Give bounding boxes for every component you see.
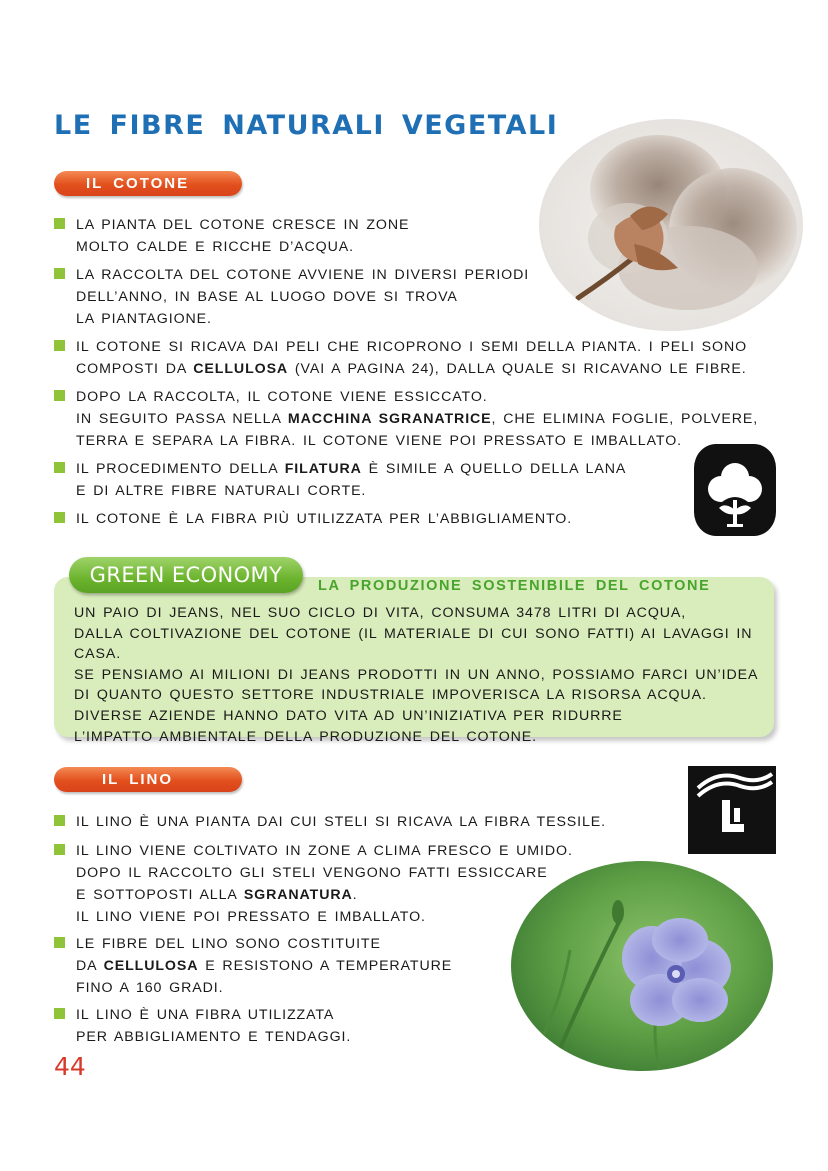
list-item: IL LINO È UNA FIBRA UTILIZZATA PER ABBIGLIAMENTO E TENDAGGI. bbox=[54, 1004, 351, 1048]
page-title: LE FIBRE NATURALI VEGETALI bbox=[54, 110, 559, 141]
list-item: DOPO LA RACCOLTA, IL COTONE VIENE ESSICCATO. IN SEGUITO PASSA NELLA MACCHINA SGRANATRICE, CHE ELIMINA FOGLIE, POLVERE, TERRA E SEPARA LA FIBRA. IL COTONE VIENE POI PRESSATO E IMBALLATO. bbox=[54, 386, 758, 452]
section-linen-label: IL LINO bbox=[54, 767, 242, 792]
list-item: IL LINO È UNA PIANTA DAI CUI STELI SI RICAVA LA FIBRA TESSILE. bbox=[54, 811, 606, 833]
bullet-square-icon bbox=[54, 268, 65, 279]
green-economy-label: GREEN ECONOMY bbox=[69, 557, 303, 593]
bullet-square-icon bbox=[54, 218, 65, 229]
linen-symbol-icon bbox=[688, 766, 776, 854]
page-number: 44 bbox=[54, 1052, 86, 1081]
cotton-symbol-icon bbox=[694, 444, 776, 536]
green-economy-text: UN PAIO DI JEANS, NEL SUO CICLO DI VITA, CONSUMA 3478 LITRI DI ACQUA, DALLA COLTIVAZIONE DEL COTONE (IL MATERIALE DI CUI SONO FATTI) AI LAVAGGI IN CASA. SE PENSIAMO AI MILIONI DI JEANS PRODOTTI IN UN ANNO, POSSIAMO FARCI UN’IDEA DI QUANTO QUESTO SETTORE INDUSTRIALE IMPOVERISCA LA RISORSA ACQUA. DIVERSE AZIENDE HANNO DATO VITA AD UN’INIZIATIVA PER RIDURRE L’IMPATTO AMBIENTALE DELLA PRODUZIONE DEL COTONE. bbox=[74, 605, 759, 745]
list-item: LE FIBRE DEL LINO SONO COSTITUITE DA CELLULOSA E RESISTONO A TEMPERATURE FINO A 160 GRADI. bbox=[54, 933, 452, 999]
list-item: LA RACCOLTA DEL COTONE AVVIENE IN DIVERSI PERIODI DELL’ANNO, IN BASE AL LUOGO DOVE SI TROVA LA PIANTAGIONE. bbox=[54, 264, 529, 330]
green-economy-subtitle: LA PRODUZIONE SOSTENIBILE DEL COTONE bbox=[318, 578, 711, 594]
bullet-square-icon bbox=[54, 390, 65, 401]
bullet-square-icon bbox=[54, 462, 65, 473]
list-item: IL COTONE È LA FIBRA PIÙ UTILIZZATA PER L’ABBIGLIAMENTO. bbox=[54, 508, 572, 530]
list-item: IL PROCEDIMENTO DELLA FILATURA È SIMILE A QUELLO DELLA LANA E DI ALTRE FIBRE NATURALI CORTE. bbox=[54, 458, 626, 502]
bullet-square-icon bbox=[54, 937, 65, 948]
list-item: LA PIANTA DEL COTONE CRESCE IN ZONE MOLTO CALDE E RICCHE D’ACQUA. bbox=[54, 214, 409, 258]
bullet-square-icon bbox=[54, 1008, 65, 1019]
bullet-square-icon bbox=[54, 844, 65, 855]
list-item: IL LINO VIENE COLTIVATO IN ZONE A CLIMA FRESCO E UMIDO. DOPO IL RACCOLTO GLI STELI VENGONO FATTI ESSICCARE E SOTTOPOSTI ALLA SGRANATURA. IL LINO VIENE POI PRESSATO E IMBALLATO. bbox=[54, 840, 573, 928]
bullet-square-icon bbox=[54, 340, 65, 351]
bullet-square-icon bbox=[54, 815, 65, 826]
cotton-boll-photo bbox=[538, 118, 804, 332]
section-cotton-label: IL COTONE bbox=[54, 171, 242, 196]
list-item: IL COTONE SI RICAVA DAI PELI CHE RICOPRONO I SEMI DELLA PIANTA. I PELI SONO COMPOSTI DA CELLULOSA (VAI A PAGINA 24), DALLA QUALE SI RICAVANO LE FIBRE. bbox=[54, 336, 747, 380]
bullet-square-icon bbox=[54, 512, 65, 523]
